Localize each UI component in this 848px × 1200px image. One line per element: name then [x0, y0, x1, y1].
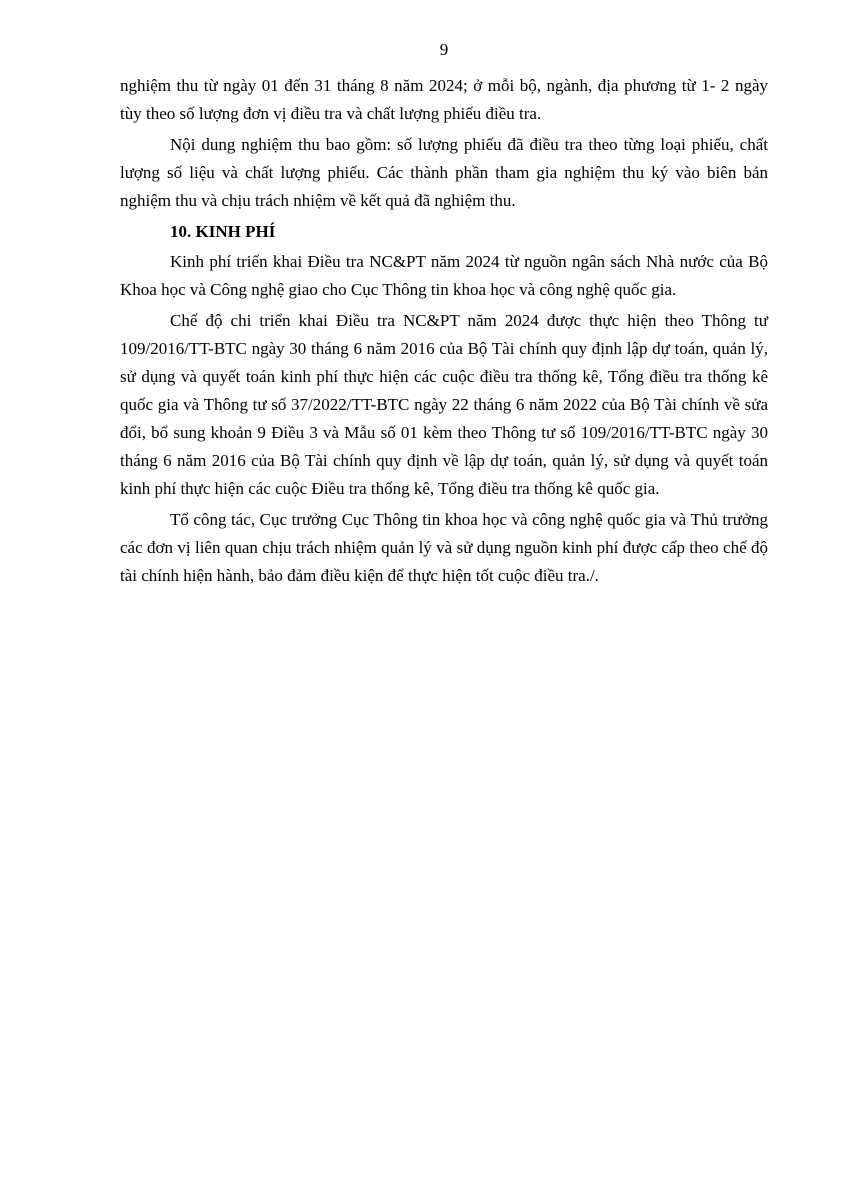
section-heading-funding: 10. KINH PHÍ — [170, 222, 276, 241]
page-number: 9 — [439, 40, 449, 59]
paragraph-spending-regime: Chế độ chi triển khai Điều tra NC&PT năm 2024 được thực hiện theo Thông tư 109/2016/TT-BTC ngày 30 tháng 6 năm 2016 của Bộ Tài chính quy định lập dự toán, quản lý, sử dụng và quyết toán kinh phí thực hiện các cuộc điều tra thống kê, Tổng điều tra thống kê quốc gia và Thông tư số 37/2022/TT-BTC ngày 22 tháng 6 năm 2022 của Bộ Tài chính về sửa đổi, bổ sung khoản 9 Điều 3 và Mẫu số 01 kèm theo Thông tư số 109/2016/TT-BTC ngày 30 tháng 6 năm 2016 của Bộ Tài chính quy định về lập dự toán, quản lý, sử dụng và quyết toán kinh phí thực hiện các cuộc Điều tra thống kê, Tổng điều tra thống kê quốc gia. — [120, 311, 768, 498]
paragraph-acceptance-content: Nội dung nghiệm thu bao gồm: số lượng phiếu đã điều tra theo từng loại phiếu, chất lượng số liệu và chất lượng phiếu. Các thành phần tham gia nghiệm thu ký vào biên bản nghiệm thu và chịu trách nhiệm về kết quả đã nghiệm thu. — [120, 135, 768, 210]
paragraph-funding-source: Kinh phí triển khai Điều tra NC&PT năm 2024 từ nguồn ngân sách Nhà nước của Bộ Khoa học và Công nghệ giao cho Cục Thông tin khoa học và công nghệ quốc gia. — [120, 252, 768, 299]
paragraph-responsibility: Tổ công tác, Cục trưởng Cục Thông tin khoa học và công nghệ quốc gia và Thủ trưởng các đơn vị liên quan chịu trách nhiệm quản lý và sử dụng nguồn kinh phí được cấp theo chế độ tài chính hiện hành, bảo đảm điều kiện để thực hiện tốt cuộc điều tra./. — [120, 510, 768, 585]
paragraph-acceptance-schedule: nghiệm thu từ ngày 01 đến 31 tháng 8 năm 2024; ở mỗi bộ, ngành, địa phương từ 1- 2 ngày tùy theo số lượng đơn vị điều tra và chất lượng phiếu điều tra. — [120, 76, 768, 123]
